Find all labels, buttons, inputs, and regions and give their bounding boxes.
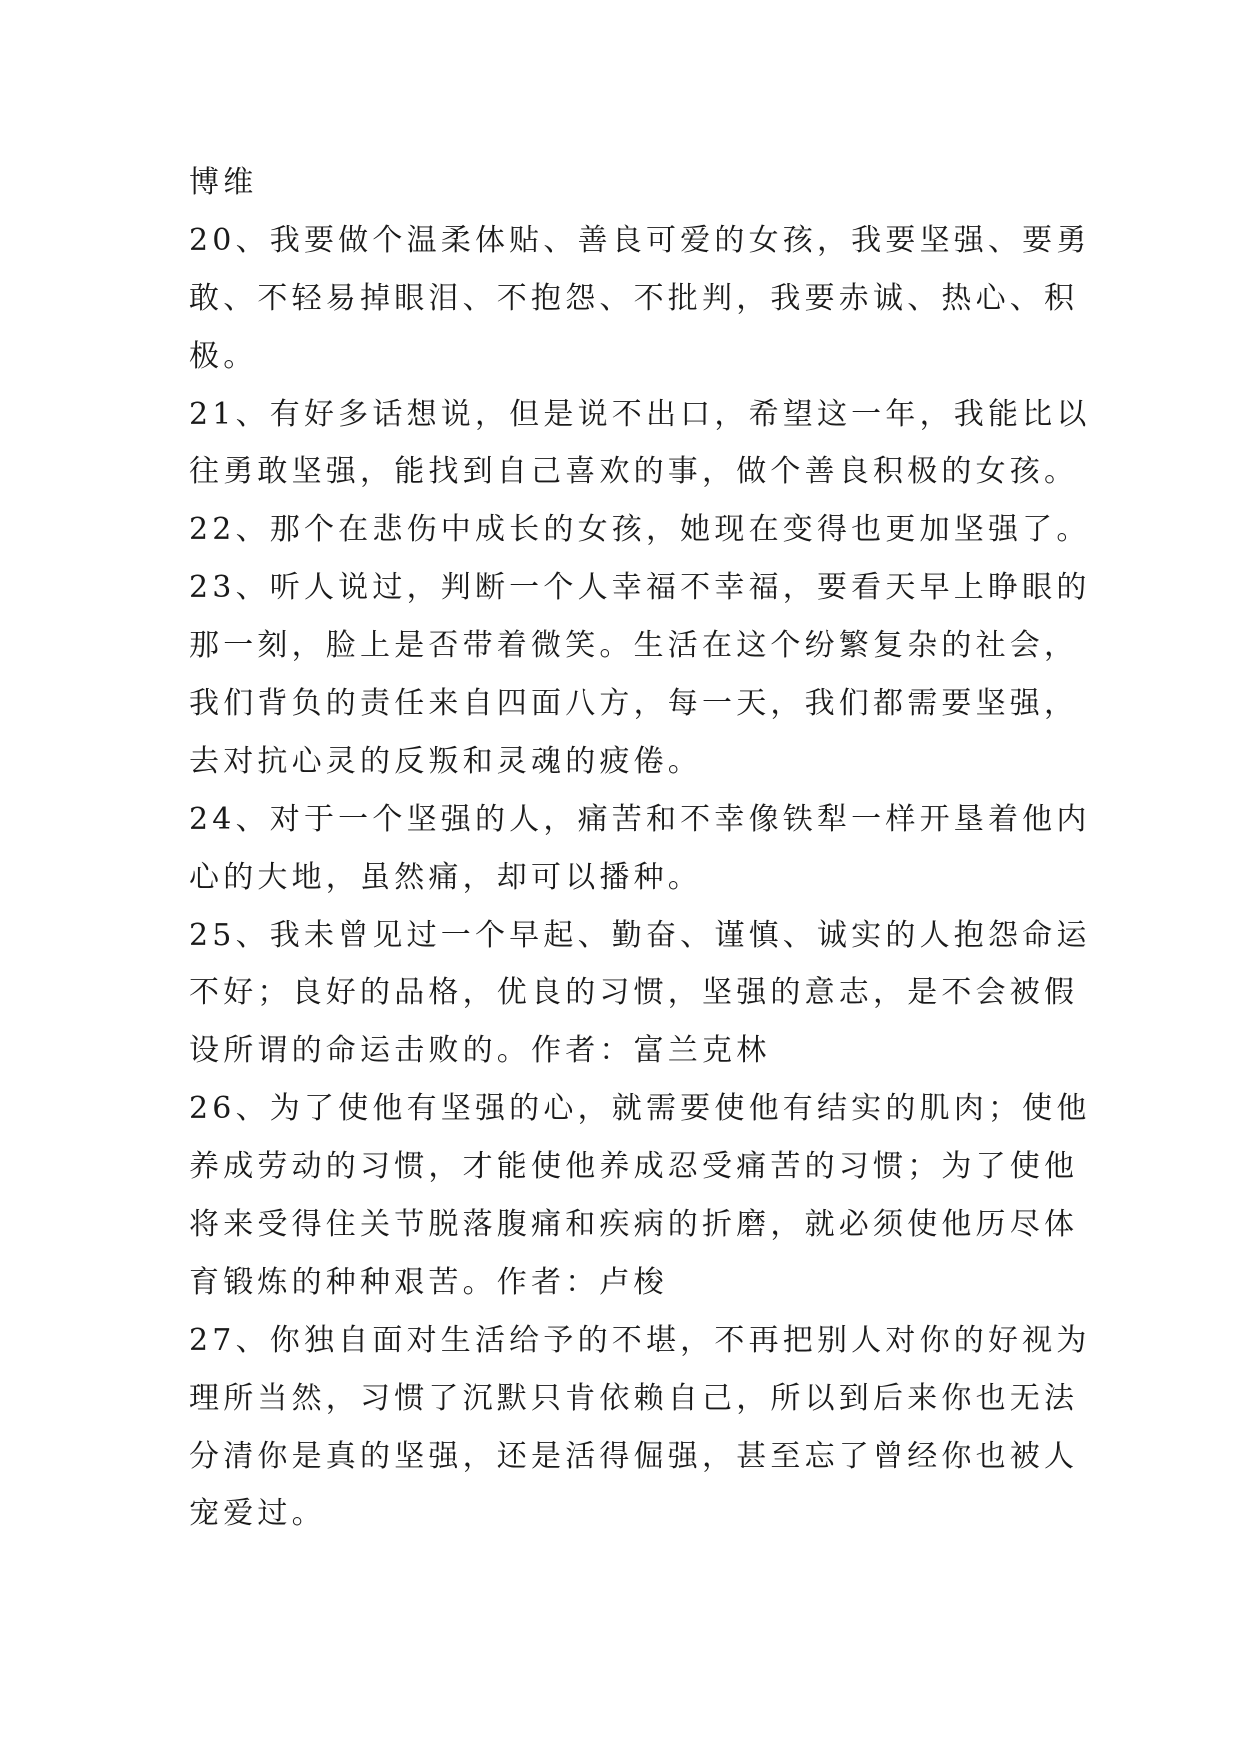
text-line: 25、我未曾见过一个早起、勤奋、谨慎、诚实的人抱怨命运 [189,917,1091,953]
text-line: 不好；良好的品格，优良的习惯，坚强的意志，是不会被假 [189,975,1079,1011]
text-line: 20、我要做个温柔体贴、善良可爱的女孩，我要坚强、要勇 [189,222,1091,258]
text-line: 往勇敢坚强，能找到自己喜欢的事，做个善良积极的女孩。 [189,454,1079,490]
document-body [189,154,1091,1543]
text-line: 22、那个在悲伤中成长的女孩，她现在变得也更加坚强了。 [189,512,1091,548]
text-line: 博维 [189,165,258,200]
text-line: 27、你独自面对生活给予的不堪，不再把别人对你的好视为 [189,1322,1091,1358]
text-line: 分清你是真的坚强，还是活得倔强，甚至忘了曾经你也被人 [189,1438,1079,1474]
text-line: 我们背负的责任来自四面八方，每一天，我们都需要坚强， [189,686,1079,722]
text-line: 心的大地，虽然痛，却可以播种。 [189,859,702,895]
text-line: 21、有好多话想说，但是说不出口，希望这一年，我能比以 [189,396,1091,432]
text-line: 23、听人说过，判断一个人幸福不幸福，要看天早上睁眼的 [189,570,1091,606]
text-line: 养成劳动的习惯，才能使他养成忍受痛苦的习惯；为了使他 [189,1149,1079,1185]
text-line: 敢、不轻易掉眼泪、不抱怨、不批判，我要赤诚、热心、积 [189,280,1079,316]
text-line: 那一刻，脸上是否带着微笑。生活在这个纷繁复杂的社会， [189,628,1079,664]
text-line: 理所当然，习惯了沉默只肯依赖自己，所以到后来你也无法 [189,1380,1079,1416]
text-line: 设所谓的命运击败的。作者：富兰克林 [189,1033,771,1069]
text-line: 极。 [189,338,258,374]
text-line: 去对抗心灵的反叛和灵魂的疲倦。 [189,743,702,779]
text-line: 育锻炼的种种艰苦。作者：卢梭 [189,1264,668,1300]
text-line: 24、对于一个坚强的人，痛苦和不幸像铁犁一样开垦着他内 [189,801,1091,837]
text-line: 宠爱过。 [189,1496,326,1532]
text-line: 将来受得住关节脱落腹痛和疾病的折磨，就必须使他历尽体 [189,1207,1079,1243]
text-line: 26、为了使他有坚强的心，就需要使他有结实的肌肉；使他 [189,1091,1091,1127]
